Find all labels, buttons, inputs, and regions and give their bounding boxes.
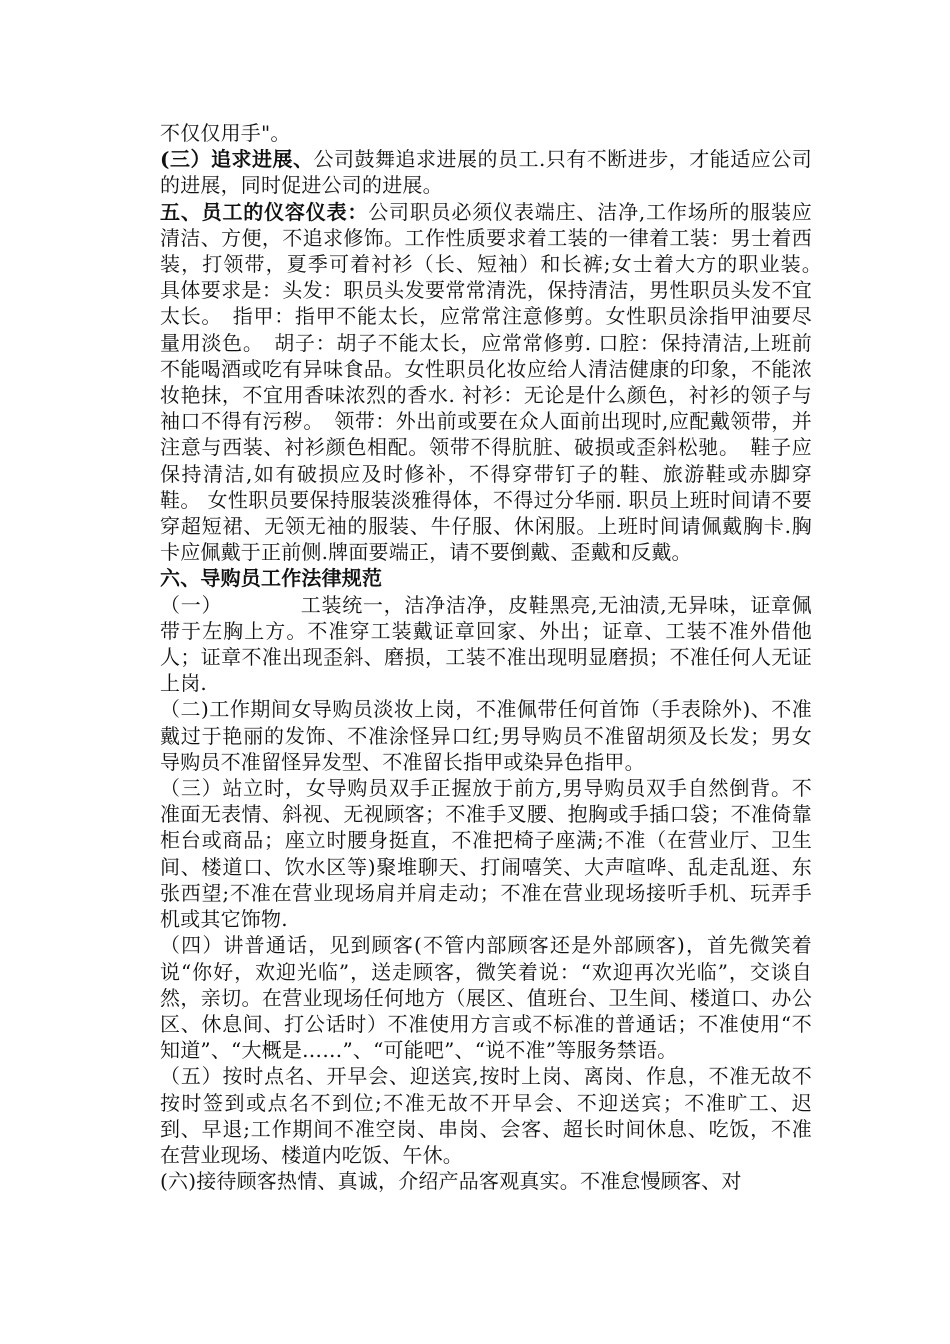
section-title-guide-rules (160, 565, 812, 591)
section-heading: (三）追求进展、 (160, 147, 314, 172)
paragraph-continuation (160, 120, 812, 146)
document-page (160, 120, 833, 1194)
rule-number: （一） (160, 592, 223, 617)
paragraph-pursue-progress (160, 146, 812, 198)
rule-item-1 (160, 592, 812, 697)
paragraph-text: (六)接待顾客热情、真诚，介绍产品客观真实。不准怠慢顾客、对 (160, 1169, 742, 1194)
paragraph-appearance (160, 199, 833, 566)
paragraph-text: （五）按时点名、开早会、迎送宾,按时上岗、离岗、作息，不准无故不按时签到或点名不到位;不准无故不开早会、不迎送宾；不准旷工、迟到、早退;工作期间不准空岗、串岗、会客、超长时间休息、吃饭，不准在营业现场、楼道内吃饭、午休。 (160, 1064, 812, 1167)
paragraph-text: 工装统一，洁净洁净，皮鞋黑亮,无油渍,无异味，证章佩 带于左胸上方。不准穿工装戴证章回家、外出；证章、工装不准外借他人；证章不准出现歪斜、磨损，工装不准出现明显磨损；不准任何人无证上岗. (160, 592, 812, 696)
rule-item-6 (160, 1168, 812, 1194)
paragraph-text: 不仅仅用手"。 (160, 121, 291, 145)
paragraph-text: 公司职员必须仪表端庄、洁净,工作场所的服装应清洁、方便，不追求修饰。工作性质要求着工装的一律着工装：男士着西装，打领带，夏季可着衬衫（长、短袖）和长裤;女士着大方的职业装。 具体要求是：头发：职员头发要常常清洗，保持清洁，男性职员头发不宜太长。 指甲：指甲不能太长，应常常注意修剪。女性职员涂指甲油要尽量用淡色。 胡子：胡子不能太长，应常常修剪. 口腔：保持清洁,上班前不能喝酒或吃有异味食品。女性职员化妆应给人清洁健康的印象，不能浓妆艳抹，不宜用香味浓烈的香水. 衬衫：无论是什么颜色，衬衫的领子与袖口不得有污秽。 领带：外出前或要在众人面前出现时,应配戴领带，并注意与西装、衬衫颜色相配。领带不得肮脏、破损或歪斜松驰。 鞋子应保持清洁,如有破损应及时修补，不得穿带钉子的鞋、旅游鞋或赤脚穿鞋。 女性职员要保持服装淡雅得体，不得过分华丽. 职员上班时间请不要穿超短裙、无领无袖的服装、牛仔服、休闲服。上班时间请佩戴胸卡.胸卡应佩戴于正前侧.牌面要端正，请不要倒戴、歪戴和反戴。 (160, 199, 833, 565)
rule-item-3 (160, 775, 812, 932)
paragraph-text: （二)工作期间女导购员淡妆上岗，不准佩带任何首饰（手表除外)、不准戴过于艳丽的发饰、不准涂怪异口红;男导购员不准留胡须及长发；男女导购员不准留怪异发型、不准留长指甲或染异色指甲。 (160, 697, 812, 774)
paragraph-text: （四）讲普通话，见到顾客(不管内部顾客还是外部顾客)，首先微笑着说“你好，欢迎光临”，送走顾客，微笑着说：“欢迎再次光临”，交谈自然，亲切。在营业现场任何地方（展区、值班台、卫生间、楼道口、办公区、休息间、打公话时）不准使用方言或不标准的普通话；不准使用“不知道”、“大概是……”、“可能吧”、“说不准”等服务禁语。 (160, 933, 812, 1063)
rule-item-4 (160, 932, 812, 1063)
rule-item-5 (160, 1063, 812, 1168)
paragraph-text: 公司鼓舞追求进展的员工.只有不断进步，才能适应公司的进展，同时促进公司的进展。 (160, 147, 812, 198)
paragraph-text: （三）站立时，女导购员双手正握放于前方,男导购员双手自然倒背。不准面无表情、斜视、无视顾客；不准手叉腰、抱胸或手插口袋；不准倚靠柜台或商品；座立时腰身挺直，不准把椅子座满;不准（在营业厅、卫生间、楼道口、饮水区等)聚堆聊天、打闹嘻笑、大声喧哗、乱走乱逛、东张西望;不准在营业现场肩并肩走动；不准在营业现场接听手机、玩弄手机或其它饰物. (160, 776, 812, 932)
rule-item-2 (160, 696, 812, 775)
section-heading: 六、导购员工作法律规范 (160, 566, 383, 591)
section-heading: 五、员工的仪容仪表： (160, 199, 369, 224)
